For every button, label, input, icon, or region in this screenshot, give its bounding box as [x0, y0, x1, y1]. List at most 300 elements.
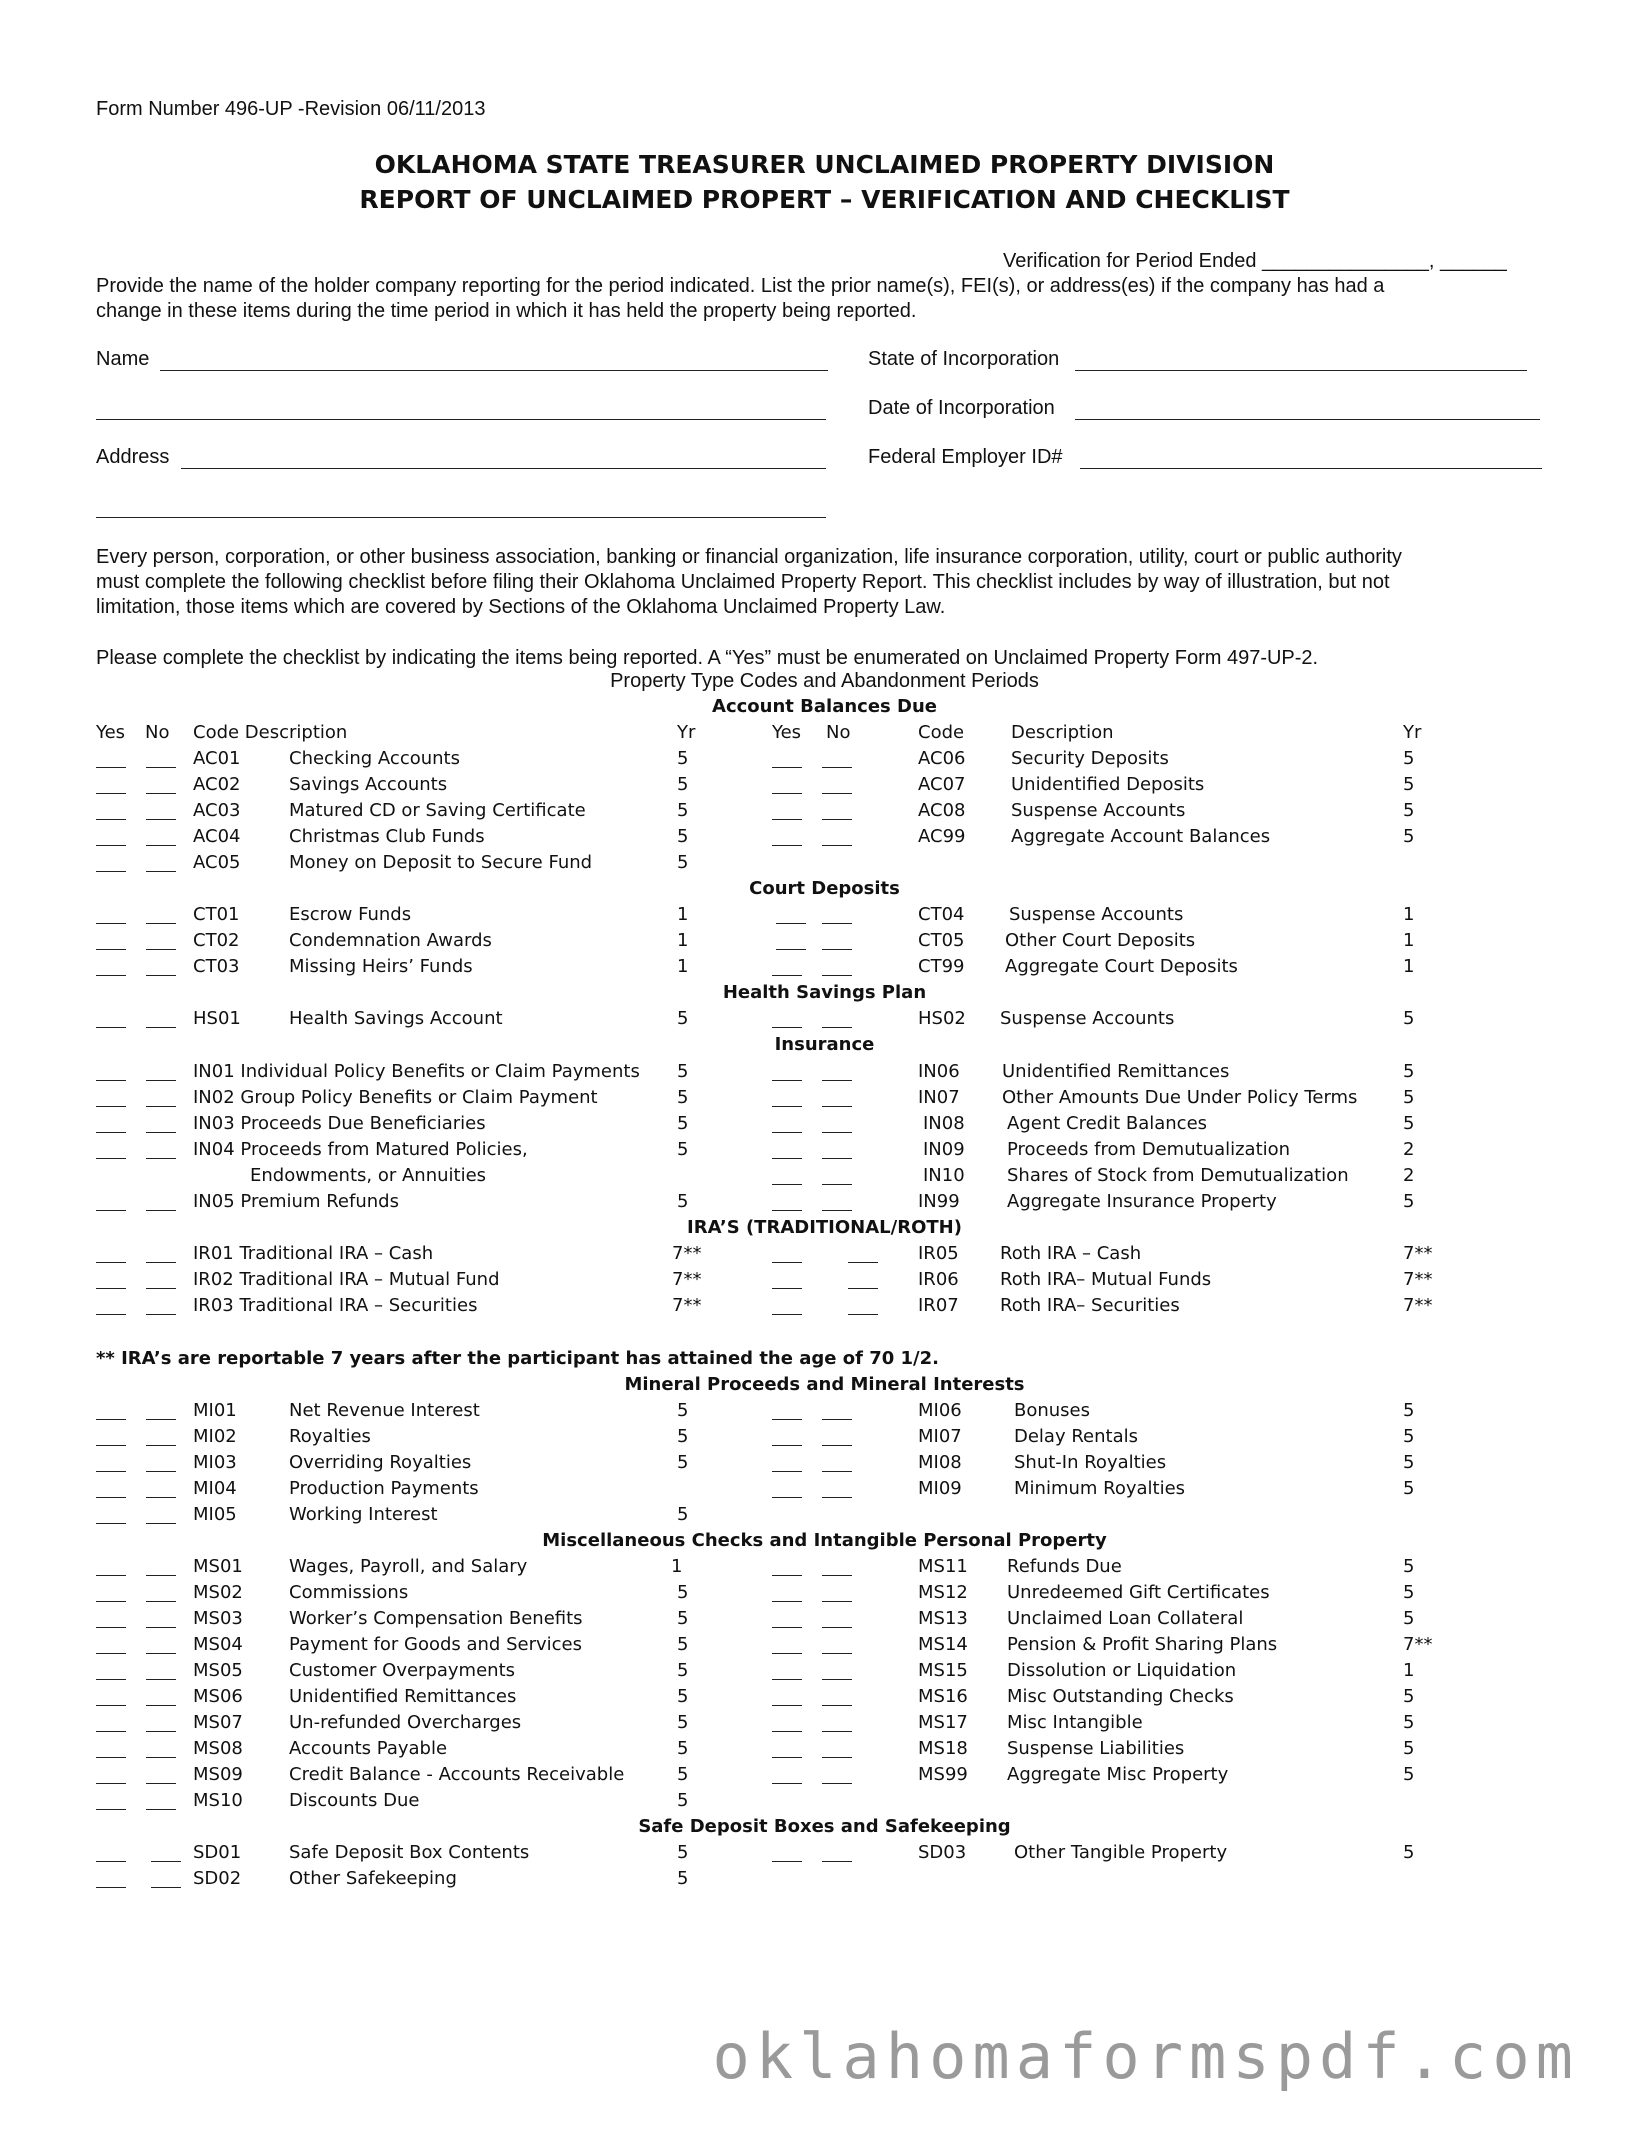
yes-checkbox-left[interactable]: [96, 793, 126, 794]
no-checkbox-right[interactable]: [822, 1653, 852, 1654]
no-checkbox-left[interactable]: [146, 1601, 176, 1602]
no-checkbox-left[interactable]: [146, 1705, 176, 1706]
left-description: Worker’s Compensation Benefits: [289, 1608, 583, 1629]
yes-checkbox-right[interactable]: [772, 1184, 802, 1185]
row-ct01: [0, 904, 1649, 930]
no-checkbox-left[interactable]: [146, 871, 176, 872]
codes-heading: Property Type Codes and Abandonment Periods: [610, 670, 1039, 692]
row-ac02: [0, 774, 1649, 800]
left-code: MI03: [193, 1452, 237, 1473]
left-description: Unidentified Remittances: [289, 1686, 517, 1707]
left-year: 1: [671, 1556, 683, 1577]
left-code-description: IN03 Proceeds Due Beneficiaries: [193, 1113, 486, 1134]
yes-checkbox-right[interactable]: [772, 1757, 802, 1758]
yes-checkbox-right[interactable]: [772, 1262, 802, 1263]
address-label: Address: [96, 446, 170, 468]
left-description: Safe Deposit Box Contents: [289, 1842, 530, 1863]
yes-checkbox-left[interactable]: [96, 1783, 126, 1784]
right-description: Roth IRA– Mutual Funds: [1000, 1269, 1212, 1290]
right-year: 5: [1403, 1061, 1415, 1082]
right-description: Proceeds from Demutualization: [1007, 1139, 1291, 1160]
yes-checkbox-left[interactable]: [96, 1471, 126, 1472]
left-code: AC02: [193, 774, 241, 795]
left-code: AC03: [193, 800, 241, 821]
col-description-right: Description: [1011, 722, 1114, 743]
right-year: 5: [1403, 1452, 1415, 1473]
left-code: AC05: [193, 852, 241, 873]
yes-checkbox-left[interactable]: [96, 767, 126, 768]
section-misc: Miscellaneous Checks and Intangible Personal Property: [542, 1530, 1107, 1551]
no-checkbox-left[interactable]: [146, 767, 176, 768]
row-ms03: [0, 1608, 1649, 1634]
section-safe-deposit: Safe Deposit Boxes and Safekeeping: [638, 1816, 1011, 1837]
left-year: 5: [677, 1139, 689, 1160]
yes-checkbox-right[interactable]: [772, 1679, 802, 1680]
yes-checkbox-right[interactable]: [772, 1471, 802, 1472]
no-checkbox-left[interactable]: [146, 1210, 176, 1211]
left-year: 5: [677, 1087, 689, 1108]
yes-checkbox-left[interactable]: [96, 845, 126, 846]
yes-checkbox-right[interactable]: [772, 1027, 802, 1028]
no-checkbox-right[interactable]: [822, 1861, 852, 1862]
no-checkbox-right[interactable]: [822, 1445, 852, 1446]
right-description: Misc Outstanding Checks: [1007, 1686, 1234, 1707]
col-no-right: No: [826, 722, 851, 743]
yes-checkbox-left[interactable]: [96, 1679, 126, 1680]
address-field[interactable]: [181, 468, 826, 469]
right-year: 1: [1403, 930, 1415, 951]
left-code-description: IN04 Proceeds from Matured Policies,: [193, 1139, 528, 1160]
row-ct03: [0, 956, 1649, 982]
left-year: 5: [677, 1712, 689, 1733]
no-checkbox-left[interactable]: [146, 1575, 176, 1576]
left-year: 5: [677, 1790, 689, 1811]
left-code: MS04: [193, 1634, 243, 1655]
row-ms06: [0, 1686, 1649, 1712]
no-checkbox-right[interactable]: [822, 1471, 852, 1472]
no-checkbox-right[interactable]: [822, 1210, 852, 1211]
left-code: AC04: [193, 826, 241, 847]
paragraph-line-3: limitation, those items which are covered by Sections of the Oklahoma Unclaimed Property Law.: [96, 596, 946, 618]
no-checkbox-left[interactable]: [146, 1080, 176, 1081]
yes-checkbox-left[interactable]: [96, 1314, 126, 1315]
no-checkbox-right[interactable]: [822, 1627, 852, 1628]
no-checkbox-right[interactable]: [822, 1497, 852, 1498]
right-year: 7**: [1403, 1295, 1433, 1316]
no-checkbox-right[interactable]: [822, 923, 852, 924]
right-year: 5: [1403, 1087, 1415, 1108]
left-year: 7**: [672, 1269, 702, 1290]
row-mi02: [0, 1426, 1649, 1452]
left-description: Customer Overpayments: [289, 1660, 516, 1681]
no-checkbox-left[interactable]: [146, 793, 176, 794]
section-insurance: Insurance: [774, 1034, 875, 1055]
right-description: Suspense Accounts: [1009, 904, 1184, 925]
right-description: Shares of Stock from Demutualization: [1007, 1165, 1349, 1186]
yes-checkbox-left[interactable]: [96, 1757, 126, 1758]
no-checkbox-left[interactable]: [146, 1314, 176, 1315]
address-field-line-2[interactable]: [96, 517, 826, 518]
no-checkbox-left[interactable]: [146, 1288, 176, 1289]
paragraph-line-1: Every person, corporation, or other business association, banking or financial organization, life insurance corporation, utility, court or public authority: [96, 546, 1402, 568]
col-yes-right: Yes: [772, 722, 802, 743]
yes-checkbox-right[interactable]: [772, 1731, 802, 1732]
no-checkbox-left[interactable]: [146, 923, 176, 924]
no-checkbox-right[interactable]: [822, 975, 852, 976]
date-of-incorporation-field[interactable]: [1075, 419, 1540, 420]
left-code: MS06: [193, 1686, 243, 1707]
no-checkbox-right[interactable]: [822, 1132, 852, 1133]
yes-checkbox-left[interactable]: [96, 1653, 126, 1654]
watermark: oklahomaformspdf.com: [712, 2020, 1579, 2093]
right-description: Other Amounts Due Under Policy Terms: [1002, 1087, 1358, 1108]
right-code: AC99: [918, 826, 966, 847]
yes-checkbox-right[interactable]: [772, 1419, 802, 1420]
left-year: 5: [677, 1582, 689, 1603]
right-year: 5: [1403, 1008, 1415, 1029]
yes-checkbox-right[interactable]: [772, 1575, 802, 1576]
yes-checkbox-left[interactable]: [96, 1419, 126, 1420]
no-checkbox-left[interactable]: [146, 1731, 176, 1732]
please-complete-text: Please complete the checklist by indicating the items being reported. A “Yes” must be enumerated on Unclaimed Property Form 497-UP-2.: [96, 647, 1319, 669]
left-year: 5: [677, 1008, 689, 1029]
no-checkbox-right[interactable]: [822, 793, 852, 794]
no-checkbox-left[interactable]: [146, 1132, 176, 1133]
left-description: Discounts Due: [289, 1790, 420, 1811]
no-checkbox-right[interactable]: [822, 1106, 852, 1107]
row-hs01: [0, 1008, 1649, 1034]
right-description: Misc Intangible: [1007, 1712, 1143, 1733]
left-year: 5: [677, 1113, 689, 1134]
yes-checkbox-right[interactable]: [772, 1288, 802, 1289]
left-year: 5: [677, 1452, 689, 1473]
yes-checkbox-left[interactable]: [96, 1705, 126, 1706]
yes-checkbox-left[interactable]: [96, 923, 126, 924]
left-code-description: IN02 Group Policy Benefits or Claim Payment: [193, 1087, 598, 1108]
right-code: MS14: [918, 1634, 968, 1655]
no-checkbox-right[interactable]: [822, 1731, 852, 1732]
right-code: MS17: [918, 1712, 968, 1733]
left-year: 5: [677, 1868, 689, 1889]
yes-checkbox-left[interactable]: [96, 1601, 126, 1602]
state-of-incorporation-field[interactable]: [1075, 370, 1527, 371]
no-checkbox-left[interactable]: [146, 975, 176, 976]
right-year: 5: [1403, 1842, 1415, 1863]
row-ms04: [0, 1634, 1649, 1660]
yes-checkbox-right[interactable]: [772, 1080, 802, 1081]
left-code-description: IN01 Individual Policy Benefits or Claim Payments: [193, 1061, 640, 1082]
yes-checkbox-right[interactable]: [772, 1106, 802, 1107]
left-code: HS01: [193, 1008, 241, 1029]
yes-checkbox-right[interactable]: [772, 1132, 802, 1133]
federal-employer-id-label: Federal Employer ID#: [868, 446, 1063, 468]
row-ir03: [0, 1295, 1649, 1321]
federal-employer-id-field[interactable]: [1080, 468, 1542, 469]
left-description: Un-refunded Overcharges: [289, 1712, 522, 1733]
no-checkbox-left[interactable]: [146, 1523, 176, 1524]
right-code: MI08: [918, 1452, 962, 1473]
right-description: Roth IRA– Securities: [1000, 1295, 1180, 1316]
row-ms08: [0, 1738, 1649, 1764]
left-description: Overriding Royalties: [289, 1452, 472, 1473]
section-mineral: Mineral Proceeds and Mineral Interests: [624, 1374, 1025, 1395]
right-year: 5: [1403, 1426, 1415, 1447]
row-in01: [0, 1061, 1649, 1087]
no-checkbox-left[interactable]: [146, 1027, 176, 1028]
right-description: Delay Rentals: [1014, 1426, 1138, 1447]
no-checkbox-left[interactable]: [146, 1783, 176, 1784]
section-court-deposits: Court Deposits: [749, 878, 900, 899]
yes-checkbox-left[interactable]: [96, 1027, 126, 1028]
no-checkbox-right[interactable]: [822, 1601, 852, 1602]
row-ms07: [0, 1712, 1649, 1738]
right-code: MS99: [918, 1764, 968, 1785]
right-code: IN09: [923, 1139, 965, 1160]
no-checkbox-left[interactable]: [146, 1653, 176, 1654]
yes-checkbox-left[interactable]: [96, 975, 126, 976]
left-year: 5: [677, 774, 689, 795]
right-code: AC08: [918, 800, 966, 821]
yes-checkbox-right[interactable]: [772, 1314, 802, 1315]
left-code-description: IR01 Traditional IRA – Cash: [193, 1243, 434, 1264]
yes-checkbox-left[interactable]: [96, 1106, 126, 1107]
yes-checkbox-right[interactable]: [776, 923, 806, 924]
right-code: IN08: [923, 1113, 965, 1134]
left-code: MS01: [193, 1556, 243, 1577]
no-checkbox-left[interactable]: [151, 1887, 181, 1888]
no-checkbox-left[interactable]: [146, 1627, 176, 1628]
yes-checkbox-left[interactable]: [96, 819, 126, 820]
yes-checkbox-right[interactable]: [772, 845, 802, 846]
no-checkbox-left[interactable]: [146, 1679, 176, 1680]
right-code: CT04: [918, 904, 965, 925]
name-field-line-2[interactable]: [96, 419, 826, 420]
no-checkbox-right[interactable]: [848, 1314, 878, 1315]
right-code: MI07: [918, 1426, 962, 1447]
left-year: 5: [677, 748, 689, 769]
col-code-right: Code: [918, 722, 965, 743]
no-checkbox-right[interactable]: [822, 1757, 852, 1758]
yes-checkbox-left[interactable]: [96, 1523, 126, 1524]
left-code: MS09: [193, 1764, 243, 1785]
left-year: 5: [677, 1634, 689, 1655]
left-description: Production Payments: [289, 1478, 479, 1499]
left-description: Escrow Funds: [289, 904, 412, 925]
section-iras: IRA’S (TRADITIONAL/ROTH): [687, 1217, 962, 1238]
name-label: Name: [96, 348, 150, 370]
yes-checkbox-left[interactable]: [96, 1731, 126, 1732]
right-code: IN06: [918, 1061, 960, 1082]
left-code: MS10: [193, 1790, 243, 1811]
left-description: Wages, Payroll, and Salary: [289, 1556, 528, 1577]
right-description: Unidentified Remittances: [1002, 1061, 1230, 1082]
left-code: CT01: [193, 904, 240, 925]
left-description: Accounts Payable: [289, 1738, 448, 1759]
right-description: Unclaimed Loan Collateral: [1007, 1608, 1244, 1629]
left-description: Condemnation Awards: [289, 930, 492, 951]
left-code-description: IR03 Traditional IRA – Securities: [193, 1295, 478, 1316]
right-code: MS18: [918, 1738, 968, 1759]
left-description: Money on Deposit to Secure Fund: [289, 852, 593, 873]
yes-checkbox-left[interactable]: [96, 1861, 126, 1862]
no-checkbox-right[interactable]: [822, 1158, 852, 1159]
right-year: 1: [1403, 956, 1415, 977]
no-checkbox-left[interactable]: [146, 1419, 176, 1420]
no-checkbox-right[interactable]: [822, 1080, 852, 1081]
left-year: 5: [677, 1608, 689, 1629]
no-checkbox-left[interactable]: [146, 1445, 176, 1446]
yes-checkbox-right[interactable]: [772, 819, 802, 820]
no-checkbox-right[interactable]: [822, 1575, 852, 1576]
yes-checkbox-right[interactable]: [772, 1158, 802, 1159]
yes-checkbox-left[interactable]: [96, 1210, 126, 1211]
row-in04-cont: [0, 1165, 1649, 1191]
left-code: AC01: [193, 748, 241, 769]
row-in04: [0, 1139, 1649, 1165]
no-checkbox-left[interactable]: [146, 1106, 176, 1107]
left-year: 5: [677, 1426, 689, 1447]
paragraph-line-2: must complete the following checklist before filing their Oklahoma Unclaimed Property Report. This checklist includes by way of illustration, but not: [96, 571, 1390, 593]
left-code: MI02: [193, 1426, 237, 1447]
yes-checkbox-left[interactable]: [96, 1132, 126, 1133]
yes-checkbox-left[interactable]: [96, 1575, 126, 1576]
left-code: MS08: [193, 1738, 243, 1759]
yes-checkbox-left[interactable]: [96, 1809, 126, 1810]
yes-checkbox-left[interactable]: [96, 1262, 126, 1263]
yes-checkbox-right[interactable]: [772, 1861, 802, 1862]
right-code: MS13: [918, 1608, 968, 1629]
right-code: MI06: [918, 1400, 962, 1421]
right-code: IR06: [918, 1269, 959, 1290]
yes-checkbox-right[interactable]: [772, 793, 802, 794]
state-of-incorporation-label: State of Incorporation: [868, 348, 1060, 370]
right-code: MI09: [918, 1478, 962, 1499]
yes-checkbox-right[interactable]: [772, 1627, 802, 1628]
yes-checkbox-right[interactable]: [772, 1783, 802, 1784]
form-title-line-2: REPORT OF UNCLAIMED PROPERT – VERIFICATION AND CHECKLIST: [359, 185, 1290, 214]
no-checkbox-right[interactable]: [822, 819, 852, 820]
left-year: 5: [677, 1686, 689, 1707]
row-ir02: [0, 1269, 1649, 1295]
yes-checkbox-right[interactable]: [772, 1445, 802, 1446]
left-year: 7**: [672, 1295, 702, 1316]
right-description: Aggregate Court Deposits: [1005, 956, 1238, 977]
yes-checkbox-left[interactable]: [96, 1627, 126, 1628]
date-of-incorporation-label: Date of Incorporation: [868, 397, 1055, 419]
no-checkbox-right[interactable]: [822, 845, 852, 846]
no-checkbox-right[interactable]: [848, 1262, 878, 1263]
right-year: 5: [1403, 1400, 1415, 1421]
ira-footnote: ** IRA’s are reportable 7 years after the participant has attained the age of 70 1/2.: [96, 1348, 939, 1369]
no-checkbox-right[interactable]: [822, 1027, 852, 1028]
yes-checkbox-right[interactable]: [772, 767, 802, 768]
left-year: 5: [677, 1738, 689, 1759]
right-year: 7**: [1403, 1634, 1433, 1655]
left-year: 1: [677, 904, 689, 925]
left-description: Missing Heirs’ Funds: [289, 956, 473, 977]
no-checkbox-right[interactable]: [822, 1419, 852, 1420]
right-year: 5: [1403, 1113, 1415, 1134]
right-year: 5: [1403, 1686, 1415, 1707]
left-description: Commissions: [289, 1582, 409, 1603]
no-checkbox-right[interactable]: [822, 949, 852, 950]
left-code: MS05: [193, 1660, 243, 1681]
yes-checkbox-right[interactable]: [776, 949, 806, 950]
left-year: 1: [677, 930, 689, 951]
yes-checkbox-right[interactable]: [772, 975, 802, 976]
right-code: AC06: [918, 748, 966, 769]
right-year: 5: [1403, 1764, 1415, 1785]
no-checkbox-left[interactable]: [146, 1497, 176, 1498]
left-year: 7**: [672, 1243, 702, 1264]
no-checkbox-left[interactable]: [146, 1471, 176, 1472]
no-checkbox-left[interactable]: [146, 1158, 176, 1159]
row-ms05: [0, 1660, 1649, 1686]
right-description: Other Court Deposits: [1005, 930, 1196, 951]
yes-checkbox-left[interactable]: [96, 1080, 126, 1081]
yes-checkbox-left[interactable]: [96, 949, 126, 950]
yes-checkbox-left[interactable]: [96, 1158, 126, 1159]
no-checkbox-left[interactable]: [146, 845, 176, 846]
name-field[interactable]: [160, 370, 828, 371]
yes-checkbox-right[interactable]: [772, 1497, 802, 1498]
no-checkbox-right[interactable]: [848, 1288, 878, 1289]
left-code: MS07: [193, 1712, 243, 1733]
no-checkbox-right[interactable]: [822, 1783, 852, 1784]
no-checkbox-right[interactable]: [822, 767, 852, 768]
right-description: Minimum Royalties: [1014, 1478, 1186, 1499]
left-year: 5: [677, 800, 689, 821]
form-number: Form Number 496-UP -Revision 06/11/2013: [96, 98, 486, 120]
no-checkbox-left[interactable]: [146, 949, 176, 950]
yes-checkbox-left[interactable]: [96, 871, 126, 872]
no-checkbox-left[interactable]: [146, 1262, 176, 1263]
yes-checkbox-left[interactable]: [96, 1445, 126, 1446]
yes-checkbox-right[interactable]: [772, 1705, 802, 1706]
left-code: MI04: [193, 1478, 237, 1499]
left-code: SD01: [193, 1842, 242, 1863]
right-code: IN07: [918, 1087, 960, 1108]
right-description: Unredeemed Gift Certificates: [1007, 1582, 1270, 1603]
no-checkbox-left[interactable]: [146, 819, 176, 820]
left-year: 1: [677, 956, 689, 977]
right-description: Aggregate Misc Property: [1007, 1764, 1229, 1785]
yes-checkbox-right[interactable]: [772, 1210, 802, 1211]
instructions-line-2: change in these items during the time period in which it has held the property being reported.: [96, 300, 917, 322]
no-checkbox-left[interactable]: [146, 1757, 176, 1758]
right-description: Security Deposits: [1011, 748, 1169, 769]
left-description: Net Revenue Interest: [289, 1400, 480, 1421]
right-code: MS11: [918, 1556, 968, 1577]
left-description: Working Interest: [289, 1504, 438, 1525]
no-checkbox-left[interactable]: [146, 1809, 176, 1810]
no-checkbox-left[interactable]: [151, 1861, 181, 1862]
left-code-description: IN05 Premium Refunds: [193, 1191, 399, 1212]
yes-checkbox-left[interactable]: [96, 1497, 126, 1498]
col-code-description-left: Code Description: [193, 722, 348, 743]
left-code: MI05: [193, 1504, 237, 1525]
yes-checkbox-left[interactable]: [96, 1288, 126, 1289]
yes-checkbox-right[interactable]: [772, 1601, 802, 1602]
row-ac04: [0, 826, 1649, 852]
no-checkbox-right[interactable]: [822, 1184, 852, 1185]
no-checkbox-right[interactable]: [822, 1679, 852, 1680]
col-yr-left: Yr: [677, 722, 696, 743]
yes-checkbox-left[interactable]: [96, 1887, 126, 1888]
no-checkbox-right[interactable]: [822, 1705, 852, 1706]
right-year: 1: [1403, 1660, 1415, 1681]
yes-checkbox-right[interactable]: [772, 1653, 802, 1654]
